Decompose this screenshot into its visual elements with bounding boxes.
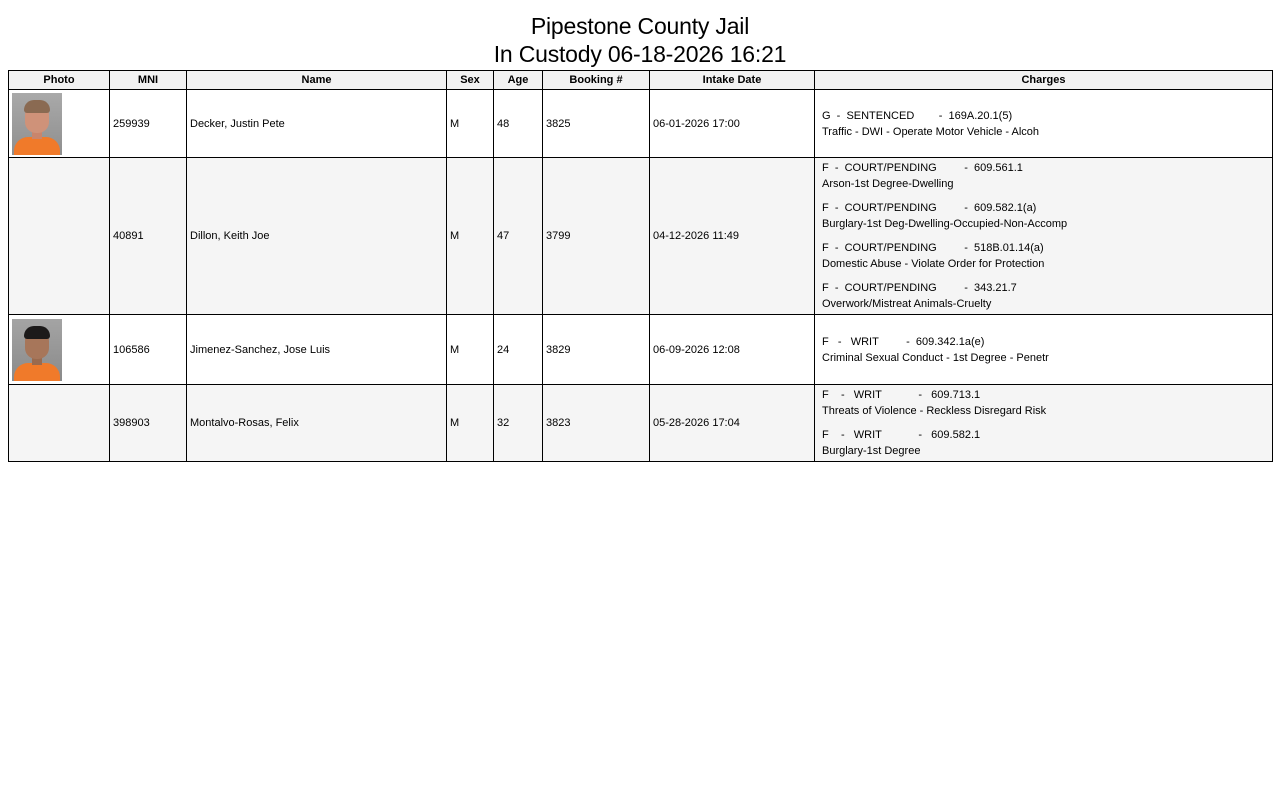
name-cell: Jimenez-Sanchez, Jose Luis xyxy=(187,315,447,385)
photo-cell xyxy=(9,158,110,315)
column-header-intake-date: Intake Date xyxy=(650,71,815,90)
booking-cell: 3823 xyxy=(543,385,650,462)
intake-date-cell: 06-09-2026 12:08 xyxy=(650,315,815,385)
charge-entry xyxy=(818,238,1269,274)
charges-cell xyxy=(815,385,1273,462)
mni-cell: 40891 xyxy=(110,158,187,315)
charge-description: Traffic - DWI - Operate Motor Vehicle - Alcoh xyxy=(822,125,1040,138)
sex-cell: M xyxy=(447,90,494,158)
table-row xyxy=(9,315,1273,385)
mni-cell: 106586 xyxy=(110,315,187,385)
table-row xyxy=(9,158,1273,315)
table-header-row xyxy=(9,71,1273,90)
charge-entry xyxy=(818,385,1269,421)
charge-description: Burglary-1st Deg-Dwelling-Occupied-Non-Accomp xyxy=(822,218,1068,230)
charge-entry xyxy=(818,278,1269,314)
photo-cell xyxy=(9,315,110,385)
custody-timestamp: In Custody 06-18-2026 16:21 xyxy=(493,41,787,67)
age-cell: 24 xyxy=(494,315,543,385)
column-header-name: Name xyxy=(187,71,447,90)
charge-entry xyxy=(818,198,1269,234)
charge-description: Burglary-1st Degree xyxy=(822,445,921,457)
intake-date-cell: 05-28-2026 17:04 xyxy=(650,385,815,462)
charge-entry xyxy=(818,425,1269,461)
column-header-sex: Sex xyxy=(447,71,494,90)
column-header-age: Age xyxy=(494,71,543,90)
table-row xyxy=(9,385,1273,462)
inmate-roster-table xyxy=(8,70,1273,462)
booking-cell: 3829 xyxy=(543,315,650,385)
charge-description: Domestic Abuse - Violate Order for Protection xyxy=(822,258,1045,270)
charge-code: G - SENTENCED - 169A.20.1(5) xyxy=(822,109,1013,122)
intake-date-cell: 04-12-2026 11:49 xyxy=(650,158,815,315)
charge-entry xyxy=(818,332,1269,368)
charge-code: F - COURT/PENDING - 518B.01.14(a) xyxy=(822,242,1044,254)
column-header-booking: Booking # xyxy=(543,71,650,90)
booking-cell: 3799 xyxy=(543,158,650,315)
sex-cell: M xyxy=(447,315,494,385)
name-cell: Montalvo-Rosas, Felix xyxy=(187,385,447,462)
charge-entry xyxy=(818,158,1269,194)
mni-cell: 398903 xyxy=(110,385,187,462)
table-row xyxy=(9,90,1273,158)
charge-description: Overwork/Mistreat Animals-Cruelty xyxy=(822,298,992,310)
sex-cell: M xyxy=(447,385,494,462)
age-cell: 32 xyxy=(494,385,543,462)
column-header-mni: MNI xyxy=(110,71,187,90)
charges-cell xyxy=(815,158,1273,315)
age-cell: 47 xyxy=(494,158,543,315)
charges-cell xyxy=(815,315,1273,385)
sex-cell: M xyxy=(447,158,494,315)
column-header-photo: Photo xyxy=(9,71,110,90)
page-title: Pipestone County Jail xyxy=(530,13,750,39)
inmate-photo[interactable] xyxy=(12,319,62,381)
intake-date-cell: 06-01-2026 17:00 xyxy=(650,90,815,158)
charge-code: F - WRIT - 609.342.1a(e) xyxy=(822,335,985,348)
name-cell: Dillon, Keith Joe xyxy=(187,158,447,315)
column-header-charges: Charges xyxy=(815,71,1273,90)
report-header xyxy=(0,0,1280,68)
name-cell: Decker, Justin Pete xyxy=(187,90,447,158)
charge-code: F - WRIT - 609.713.1 xyxy=(822,389,981,401)
charge-code: F - COURT/PENDING - 609.582.1(a) xyxy=(822,202,1037,214)
photo-cell xyxy=(9,90,110,158)
inmate-photo[interactable] xyxy=(12,93,62,155)
charge-code: F - COURT/PENDING - 609.561.1 xyxy=(822,162,1023,174)
charges-cell xyxy=(815,90,1273,158)
photo-cell xyxy=(9,385,110,462)
charge-description: Threats of Violence - Reckless Disregard Risk xyxy=(822,405,1047,417)
charge-entry xyxy=(818,106,1269,142)
charge-code: F - WRIT - 609.582.1 xyxy=(822,429,981,441)
mni-cell: 259939 xyxy=(110,90,187,158)
charge-description: Criminal Sexual Conduct - 1st Degree - Penetr xyxy=(822,351,1049,364)
charge-description: Arson-1st Degree-Dwelling xyxy=(822,178,954,190)
charge-code: F - COURT/PENDING - 343.21.7 xyxy=(822,282,1017,294)
age-cell: 48 xyxy=(494,90,543,158)
booking-cell: 3825 xyxy=(543,90,650,158)
